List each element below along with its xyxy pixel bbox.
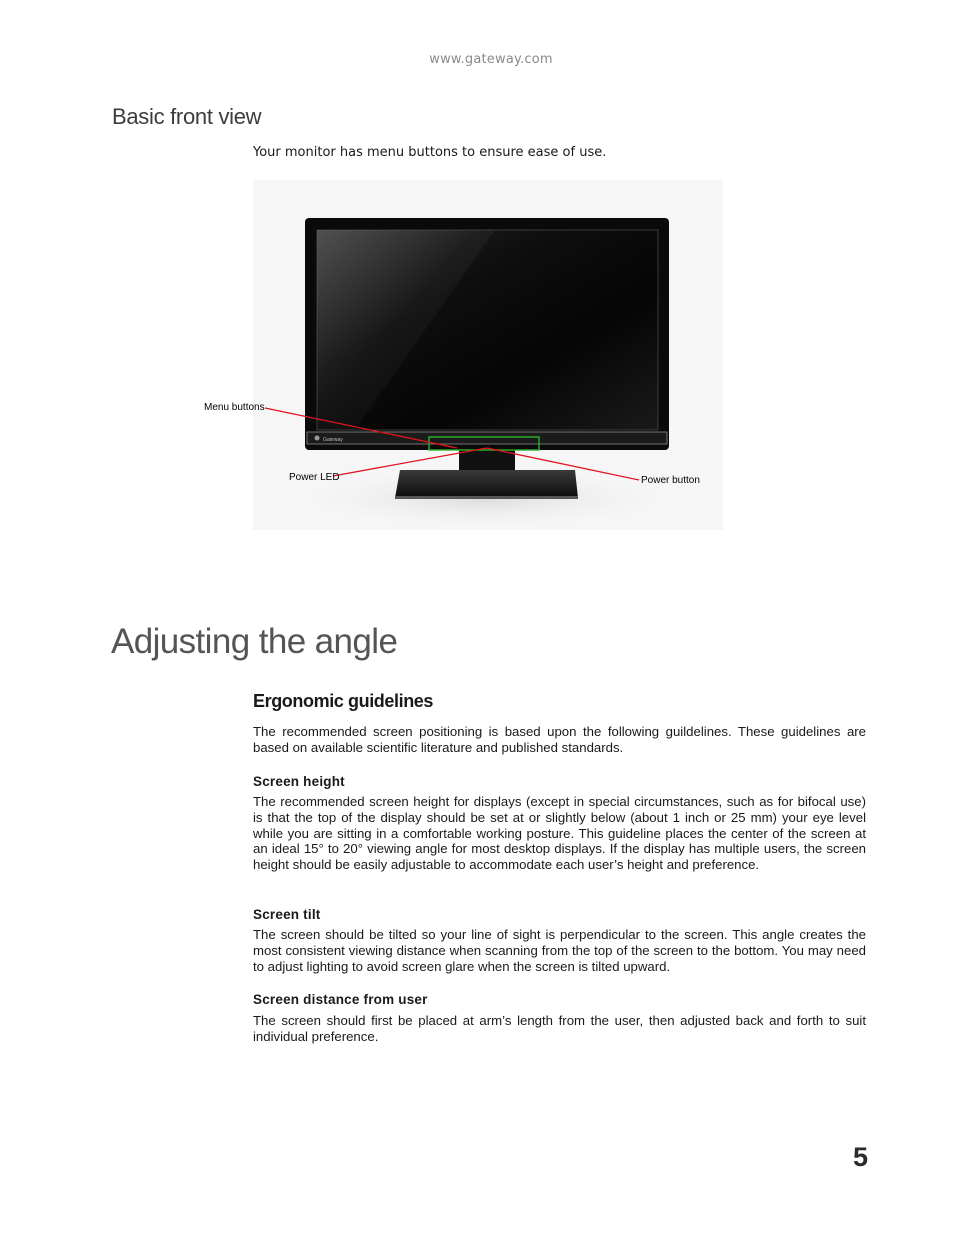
screen-height-paragraph: The recommended screen height for displays (except in special circumstances, such as for bifocal use) is that the top of the display should be set at or slightly below (about 1 inch or 25 mm) your eye level while you are sitting in a comfortable working posture. This guideline places the center of the screen at an ideal 15° to 20° viewing angle for most desktop displays. If the display has multiple users, the screen height should be easily adjustable to accommodate each user’s height and preference. bbox=[253, 794, 866, 873]
monitor-front-view-figure bbox=[195, 180, 735, 530]
base-edge bbox=[395, 496, 578, 499]
monitor-base bbox=[395, 470, 578, 498]
subheading-screen-distance: Screen distance from user bbox=[253, 992, 428, 1007]
power-button-label: Power button bbox=[641, 475, 700, 486]
section-title-basic-front-view: Basic front view bbox=[112, 104, 262, 129]
heading-ergonomic-guidelines: Ergonomic guidelines bbox=[253, 691, 434, 711]
subheading-screen-height: Screen height bbox=[253, 774, 345, 789]
screen-distance-paragraph: The screen should first be placed at arm’s length from the user, then adjusted back and forth to suit individual preference. bbox=[253, 1013, 866, 1044]
monitor-neck bbox=[459, 450, 515, 470]
screen-tilt-paragraph: The screen should be tilted so your line of sight is perpendicular to the screen. This angle creates the most consistent viewing distance when scanning from the top of the screen to the bottom. You may need to adjust lighting to avoid screen glare when the screen is tilted upward. bbox=[253, 927, 866, 974]
page-title-adjusting-the-angle: Adjusting the angle bbox=[111, 622, 398, 661]
monitor-illustration bbox=[195, 180, 735, 530]
ergonomic-intro-paragraph: The recommended screen positioning is based upon the following guildelines. These guidelines are based on available scientific literature and published standards. bbox=[253, 724, 866, 755]
gateway-logo-text: Gateway bbox=[323, 437, 343, 443]
subheading-screen-tilt: Screen tilt bbox=[253, 907, 321, 922]
basic-front-view-intro: Your monitor has menu buttons to ensure ease of use. bbox=[253, 145, 607, 160]
power-led-label: Power LED bbox=[289, 472, 340, 483]
lower-bezel-strip bbox=[307, 432, 667, 444]
site-url: www.gateway.com bbox=[429, 52, 553, 67]
page-number: 5 bbox=[853, 1142, 869, 1172]
gateway-logo-icon bbox=[315, 436, 320, 441]
menu-buttons-label: Menu buttons bbox=[204, 402, 265, 413]
